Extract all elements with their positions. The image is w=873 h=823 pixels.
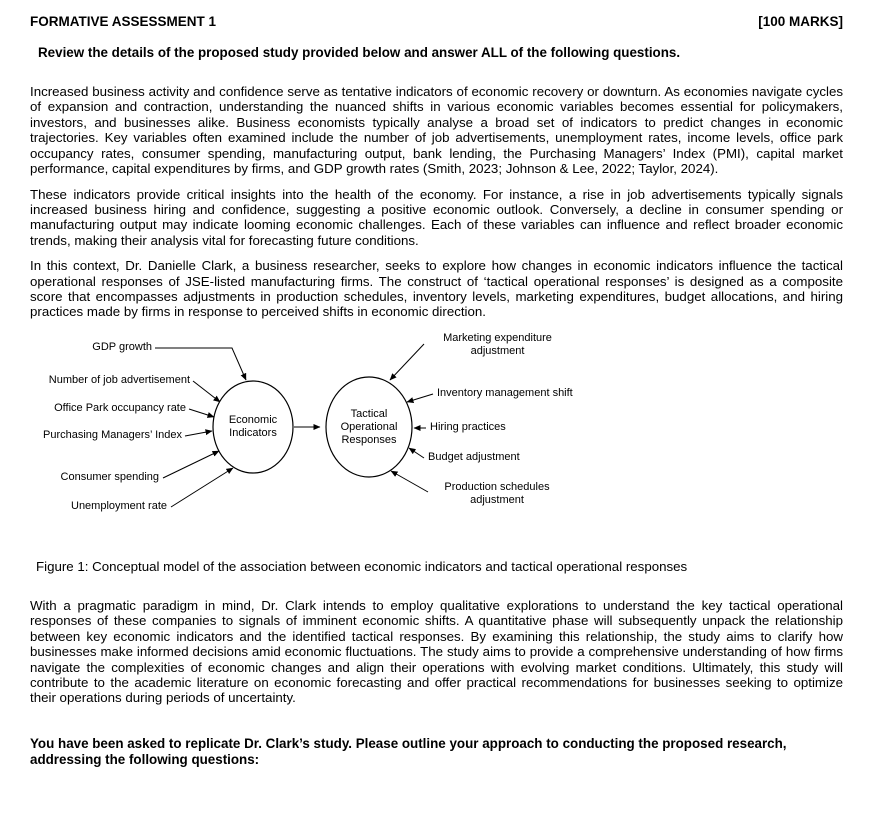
output-label-hiring: Hiring practices [430, 420, 506, 433]
input-label-pmi: Purchasing Managers’ Index [42, 428, 182, 441]
document-header [30, 14, 843, 29]
marks-badge: [100 MARKS] [758, 14, 843, 29]
input-label-job-advertisement: Number of job advertisement [48, 373, 190, 386]
paragraph-2: These indicators provide critical insights into the health of the economy. For instance, a rise in job advertisements typically signals increased business hiring and confidence, suggesting a positive economic outlook. Conversely, a decline in consumer spending or manufacturing output may indicate looming economic challenges. Each of these variables can influence and reflect broader economic trends, making their analysis vital for forecasting future conditions. [30, 186, 843, 248]
connector-budget [409, 448, 424, 458]
closing-instruction: You have been asked to replicate Dr. Clark’s study. Please outline your approach to conducting the proposed research, addressing the following questions: [30, 735, 787, 767]
output-label-inventory: Inventory management shift [437, 386, 573, 399]
instruction-line: Review the details of the proposed study provided below and answer ALL of the following questions. [38, 45, 681, 60]
connector-job-advertisement [193, 381, 220, 402]
input-label-gdp-growth: GDP growth [92, 340, 152, 353]
output-label-budget: Budget adjustment [428, 450, 520, 463]
paragraph-4: With a pragmatic paradigm in mind, Dr. Clark intends to employ qualitative explorations to understand the key tactical operational responses of these companies to signals of imminent economic shifts. A quantitative phase will subsequently unpack the relationship between key economic indicators and the identified tactical responses. By examining this relationship, the study aims to clarify how businesses make informed decisions amid economic fluctuations. The study aims to provide a comprehensive understanding of how firms navigate the complexities of economic changes and align their operations with evolving market conditions. Ultimately, this study will contribute to the academic literature on economic forecasting and offer practical recommendations for businesses seeking to optimize their operations during periods of uncertainty. [30, 597, 843, 706]
concept-diagram [30, 330, 843, 545]
connector-inventory [407, 394, 433, 402]
connector-pmi [185, 431, 212, 436]
figure-caption: Figure 1: Conceptual model of the association between economic indicators and tactical operational responses [36, 558, 688, 574]
tactical-responses-label: Tactical Operational Responses [340, 407, 398, 446]
economic-indicators-label: Economic Indicators [228, 413, 278, 439]
paragraph-1: Increased business activity and confidence serve as tentative indicators of economic recovery or downturn. As economies navigate cycles of expansion and contraction, understanding the nuanced shifts in various economic variables becomes essential for policymakers, investors, and businesses alike. Business economists typically analyse a broad set of indicators to predict changes in economic trajectories. Key variables often examined include the number of job advertisements, unemployment rates, income levels, office park occupancy rates, consumer spending, manufacturing output, bank lending, the Purchasing Managers’ Index (PMI), capital market performance, capital expenditures by firms, and GDP growth rates (Smith, 2023; Johnson & Lee, 2022; Taylor, 2024). [30, 84, 843, 177]
input-label-unemployment: Unemployment rate [71, 499, 167, 512]
connector-office-park [189, 409, 214, 417]
document-title: FORMATIVE ASSESSMENT 1 [30, 14, 217, 29]
connector-unemployment [171, 468, 233, 507]
connector-marketing [390, 344, 424, 380]
input-label-office-park: Office Park occupancy rate [54, 401, 186, 414]
connector-consumer-spending [163, 451, 219, 478]
output-label-production: Production schedules adjustment [444, 480, 550, 506]
connector-production [391, 471, 428, 492]
output-label-marketing: Marketing expenditure adjustment [443, 331, 552, 357]
input-label-consumer-spending: Consumer spending [60, 470, 159, 483]
paragraph-3: In this context, Dr. Danielle Clark, a business researcher, seeks to explore how changes in economic indicators influence the tactical operational responses of JSE-listed manufacturing firms. The construct of ‘tactical operational responses’ is designed as a composite score that encompasses adjustments in production schedules, inventory levels, marketing expenditures, budget allocations, and hiring practices made by firms in response to perceived shifts in economic direction. [30, 258, 843, 320]
